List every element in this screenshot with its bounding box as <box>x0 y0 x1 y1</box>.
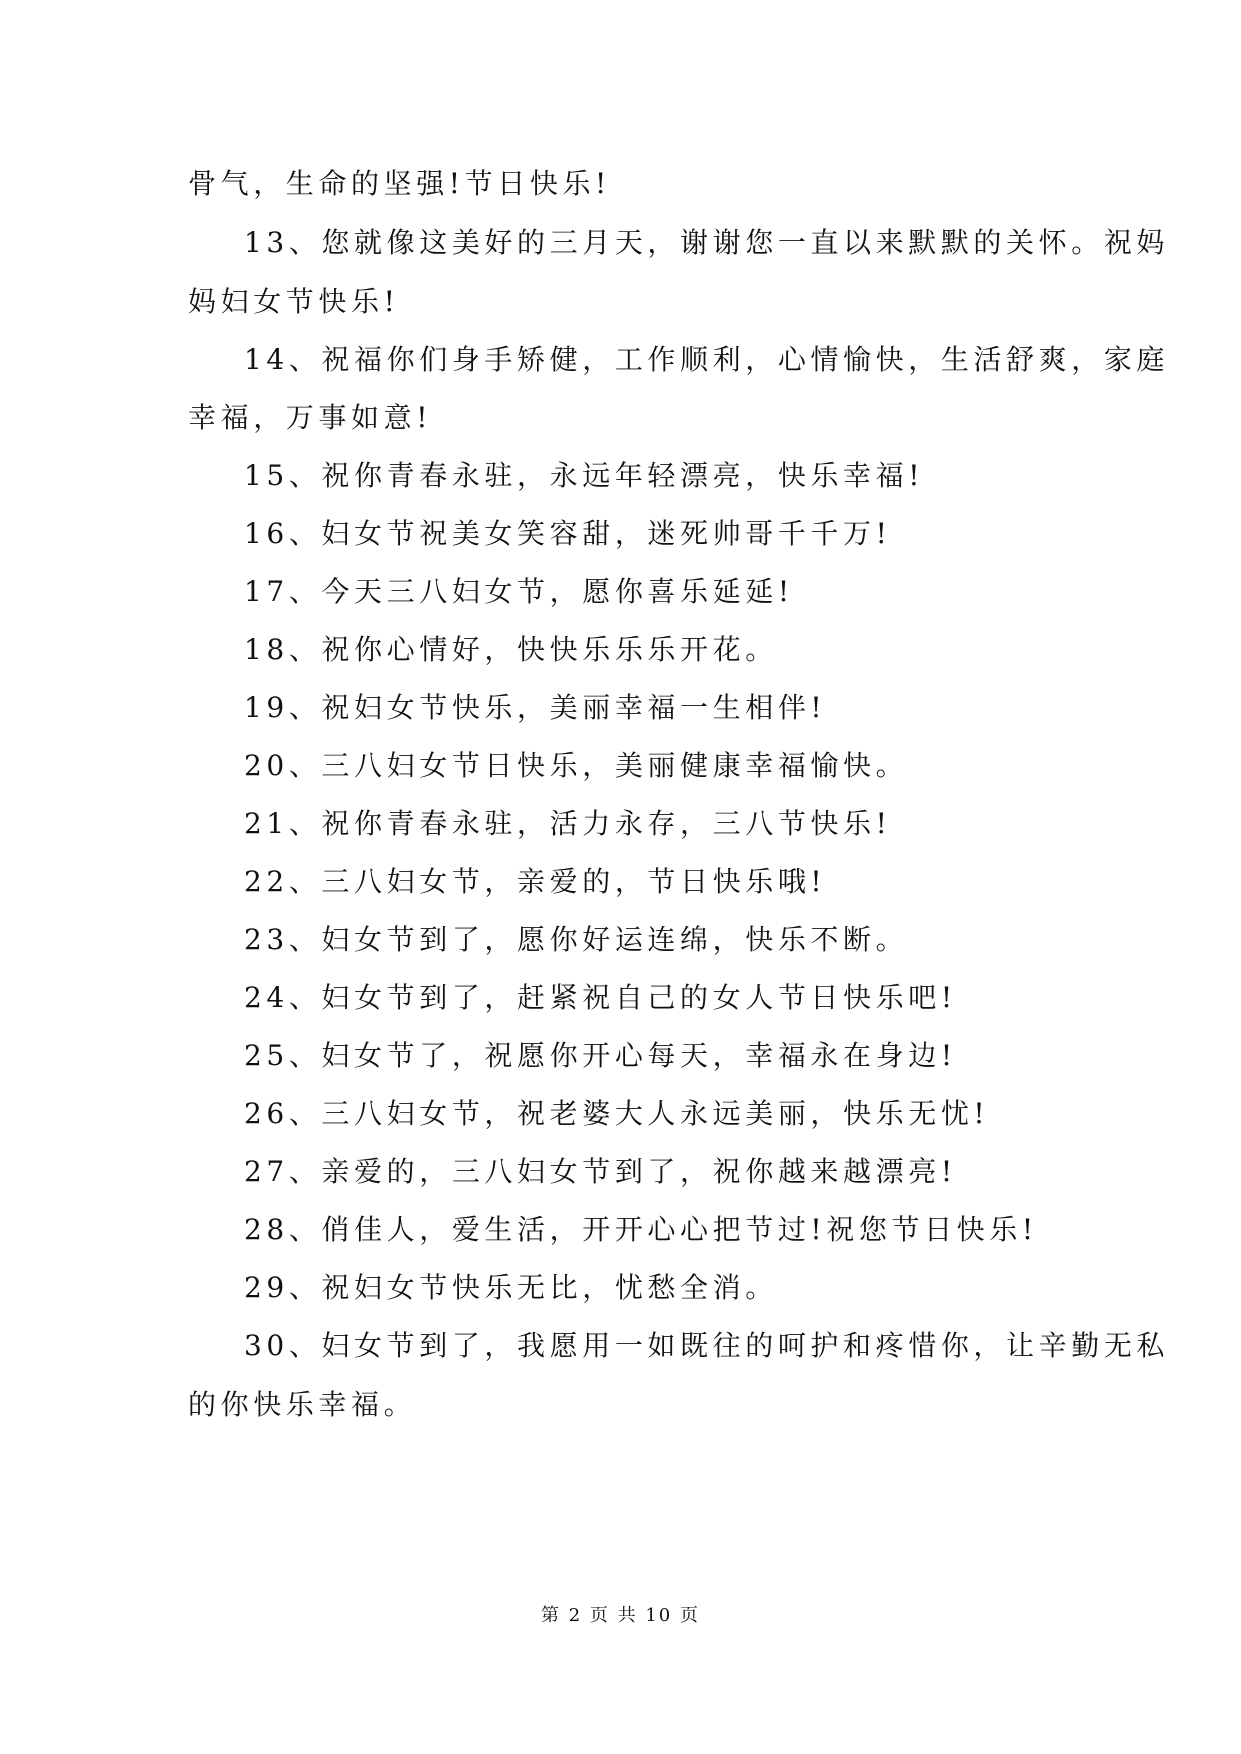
paragraph-line: 25、妇女节了，祝愿你开心每天，幸福永在身边! <box>244 1039 957 1072</box>
paragraph-line: 17、今天三八妇女节，愿你喜乐延延! <box>244 575 794 608</box>
paragraph-line: 14、祝福你们身手矫健，工作顺利，心情愉快，生活舒爽，家庭 <box>244 343 1170 376</box>
paragraph-line: 18、祝你心情好，快快乐乐乐开花。 <box>244 633 778 666</box>
paragraph-line: 23、妇女节到了，愿你好运连绵，快乐不断。 <box>244 923 909 956</box>
paragraph-line: 幸福，万事如意! <box>188 401 433 434</box>
paragraph-line: 30、妇女节到了，我愿用一如既往的呵护和疼惜你，让辛勤无私 <box>244 1329 1170 1362</box>
paragraph-line: 13、您就像这美好的三月天，谢谢您一直以来默默的关怀。祝妈 <box>244 226 1170 259</box>
page-footer: 第 2 页 共 10 页 <box>541 1605 700 1626</box>
paragraph-line: 妈妇女节快乐! <box>188 285 400 318</box>
paragraph-line: 27、亲爱的，三八妇女节到了，祝你越来越漂亮! <box>244 1155 957 1188</box>
paragraph-line: 20、三八妇女节日快乐，美丽健康幸福愉快。 <box>244 749 909 782</box>
paragraph-line: 骨气，生命的坚强!节日快乐! <box>188 167 611 200</box>
paragraph-line: 29、祝妇女节快乐无比，忧愁全消。 <box>244 1271 778 1304</box>
paragraph-line: 19、祝妇女节快乐，美丽幸福一生相伴! <box>244 691 827 724</box>
paragraph-line: 26、三八妇女节，祝老婆大人永远美丽，快乐无忧! <box>244 1097 990 1130</box>
paragraph-line: 22、三八妇女节，亲爱的，节日快乐哦! <box>244 865 827 898</box>
paragraph-line: 21、祝你青春永驻，活力永存，三八节快乐! <box>244 807 892 840</box>
paragraph-line: 15、祝你青春永驻，永远年轻漂亮，快乐幸福! <box>244 459 925 492</box>
paragraph-line: 24、妇女节到了，赶紧祝自己的女人节日快乐吧! <box>244 981 957 1014</box>
paragraph-line: 的你快乐幸福。 <box>188 1388 417 1421</box>
paragraph-line: 28、俏佳人，爱生活，开开心心把节过!祝您节日快乐! <box>244 1213 1038 1246</box>
paragraph-line: 16、妇女节祝美女笑容甜，迷死帅哥千千万! <box>244 517 892 550</box>
